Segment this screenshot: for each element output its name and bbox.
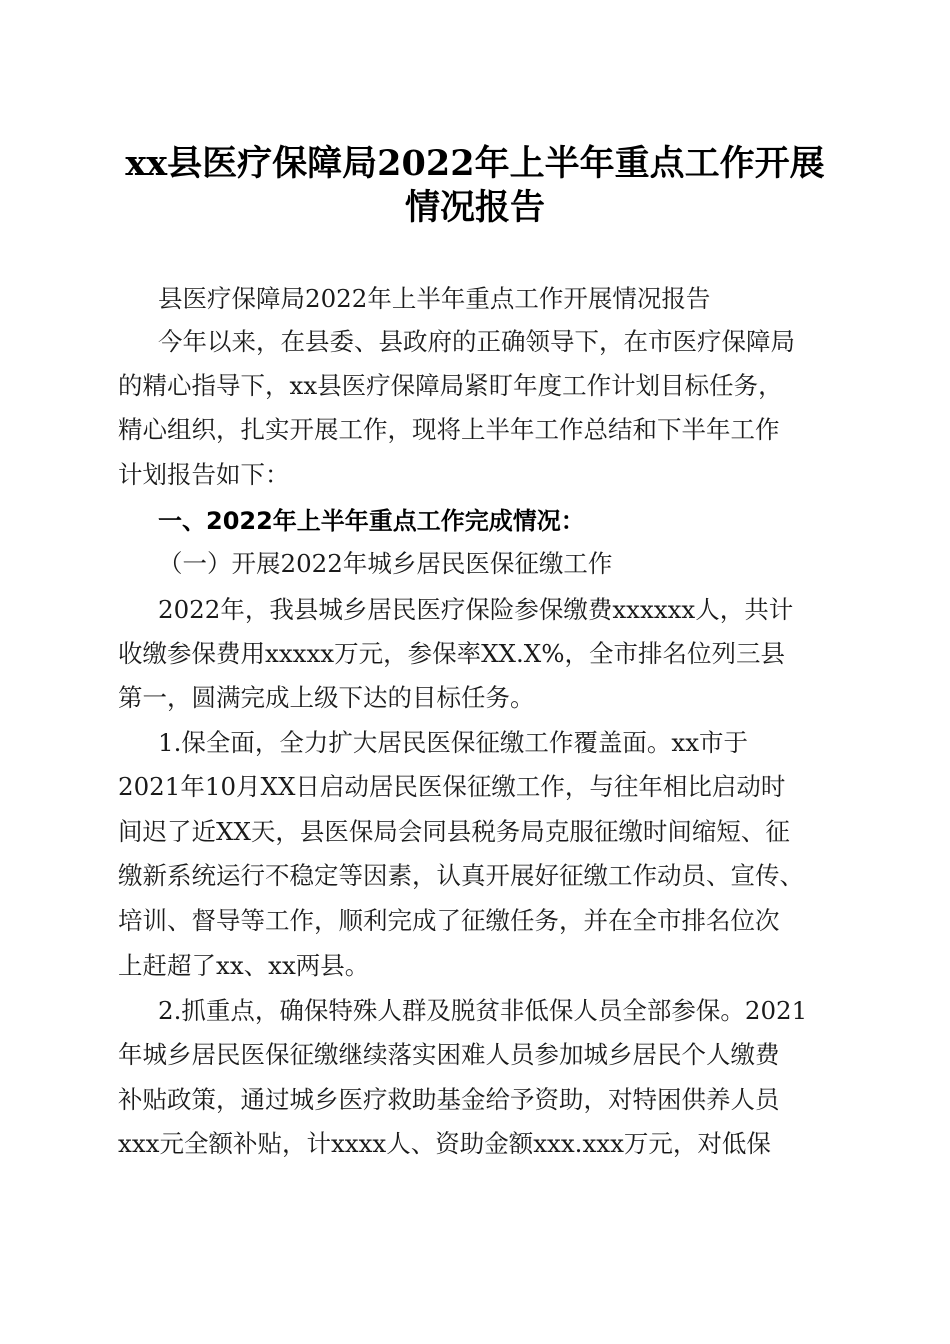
body-line: 2022年，我县城乡居民医疗保险参保缴费xxxxxx人，共计: [158, 595, 794, 624]
body-line: 培训、督导等工作，顺利完成了征缴任务，并在全市排名位次: [118, 906, 780, 935]
body-line: 精心组织，扎实开展工作，现将上半年工作总结和下半年工作: [118, 415, 780, 444]
body-line: 的精心指导下，xx县医疗保障局紧盯年度工作计划目标任务，: [118, 371, 783, 400]
body-line: 计划报告如下：: [118, 460, 290, 489]
section-heading-1: 一、2022年上半年重点工作完成情况：: [158, 507, 585, 535]
document-title-line-1: xx县医疗保障局2022年上半年重点工作开展: [125, 143, 825, 184]
body-line: xxx元全额补贴，计xxxx人、资助金额xxx.xxx万元，对低保: [118, 1129, 771, 1158]
subsection-heading-1: （一）开展2022年城乡居民医保征缴工作: [158, 549, 613, 578]
body-line: 收缴参保费用xxxxx万元，参保率XX.X%，全市排名位列三县: [118, 639, 785, 668]
body-line: 间迟了近XX天，县医保局会同县税务局克服征缴时间缩短、征: [118, 817, 790, 846]
body-line: 缴新系统运行不稳定等因素，认真开展好征缴工作动员、宣传、: [118, 861, 804, 890]
subtitle-line: 县医疗保障局2022年上半年重点工作开展情况报告: [158, 284, 711, 313]
body-line: 今年以来，在县委、县政府的正确领导下，在市医疗保障局: [158, 327, 795, 356]
body-line: 2.抓重点，确保特殊人群及脱贫非低保人员全部参保。2021: [158, 996, 808, 1025]
body-line: 补贴政策，通过城乡医疗救助基金给予资助，对特困供养人员: [118, 1085, 780, 1114]
body-line: 第一，圆满完成上级下达的目标任务。: [118, 683, 535, 712]
body-line: 1.保全面，全力扩大居民医保征缴工作覆盖面。xx市于: [158, 728, 749, 757]
body-line: 上赶超了xx、xx两县。: [118, 951, 370, 980]
body-line: 年城乡居民医保征缴继续落实困难人员参加城乡居民个人缴费: [118, 1040, 780, 1069]
body-line: 2021年10月XX日启动居民医保征缴工作，与往年相比启动时: [118, 772, 786, 801]
document-title-line-2: 情况报告: [404, 187, 545, 228]
